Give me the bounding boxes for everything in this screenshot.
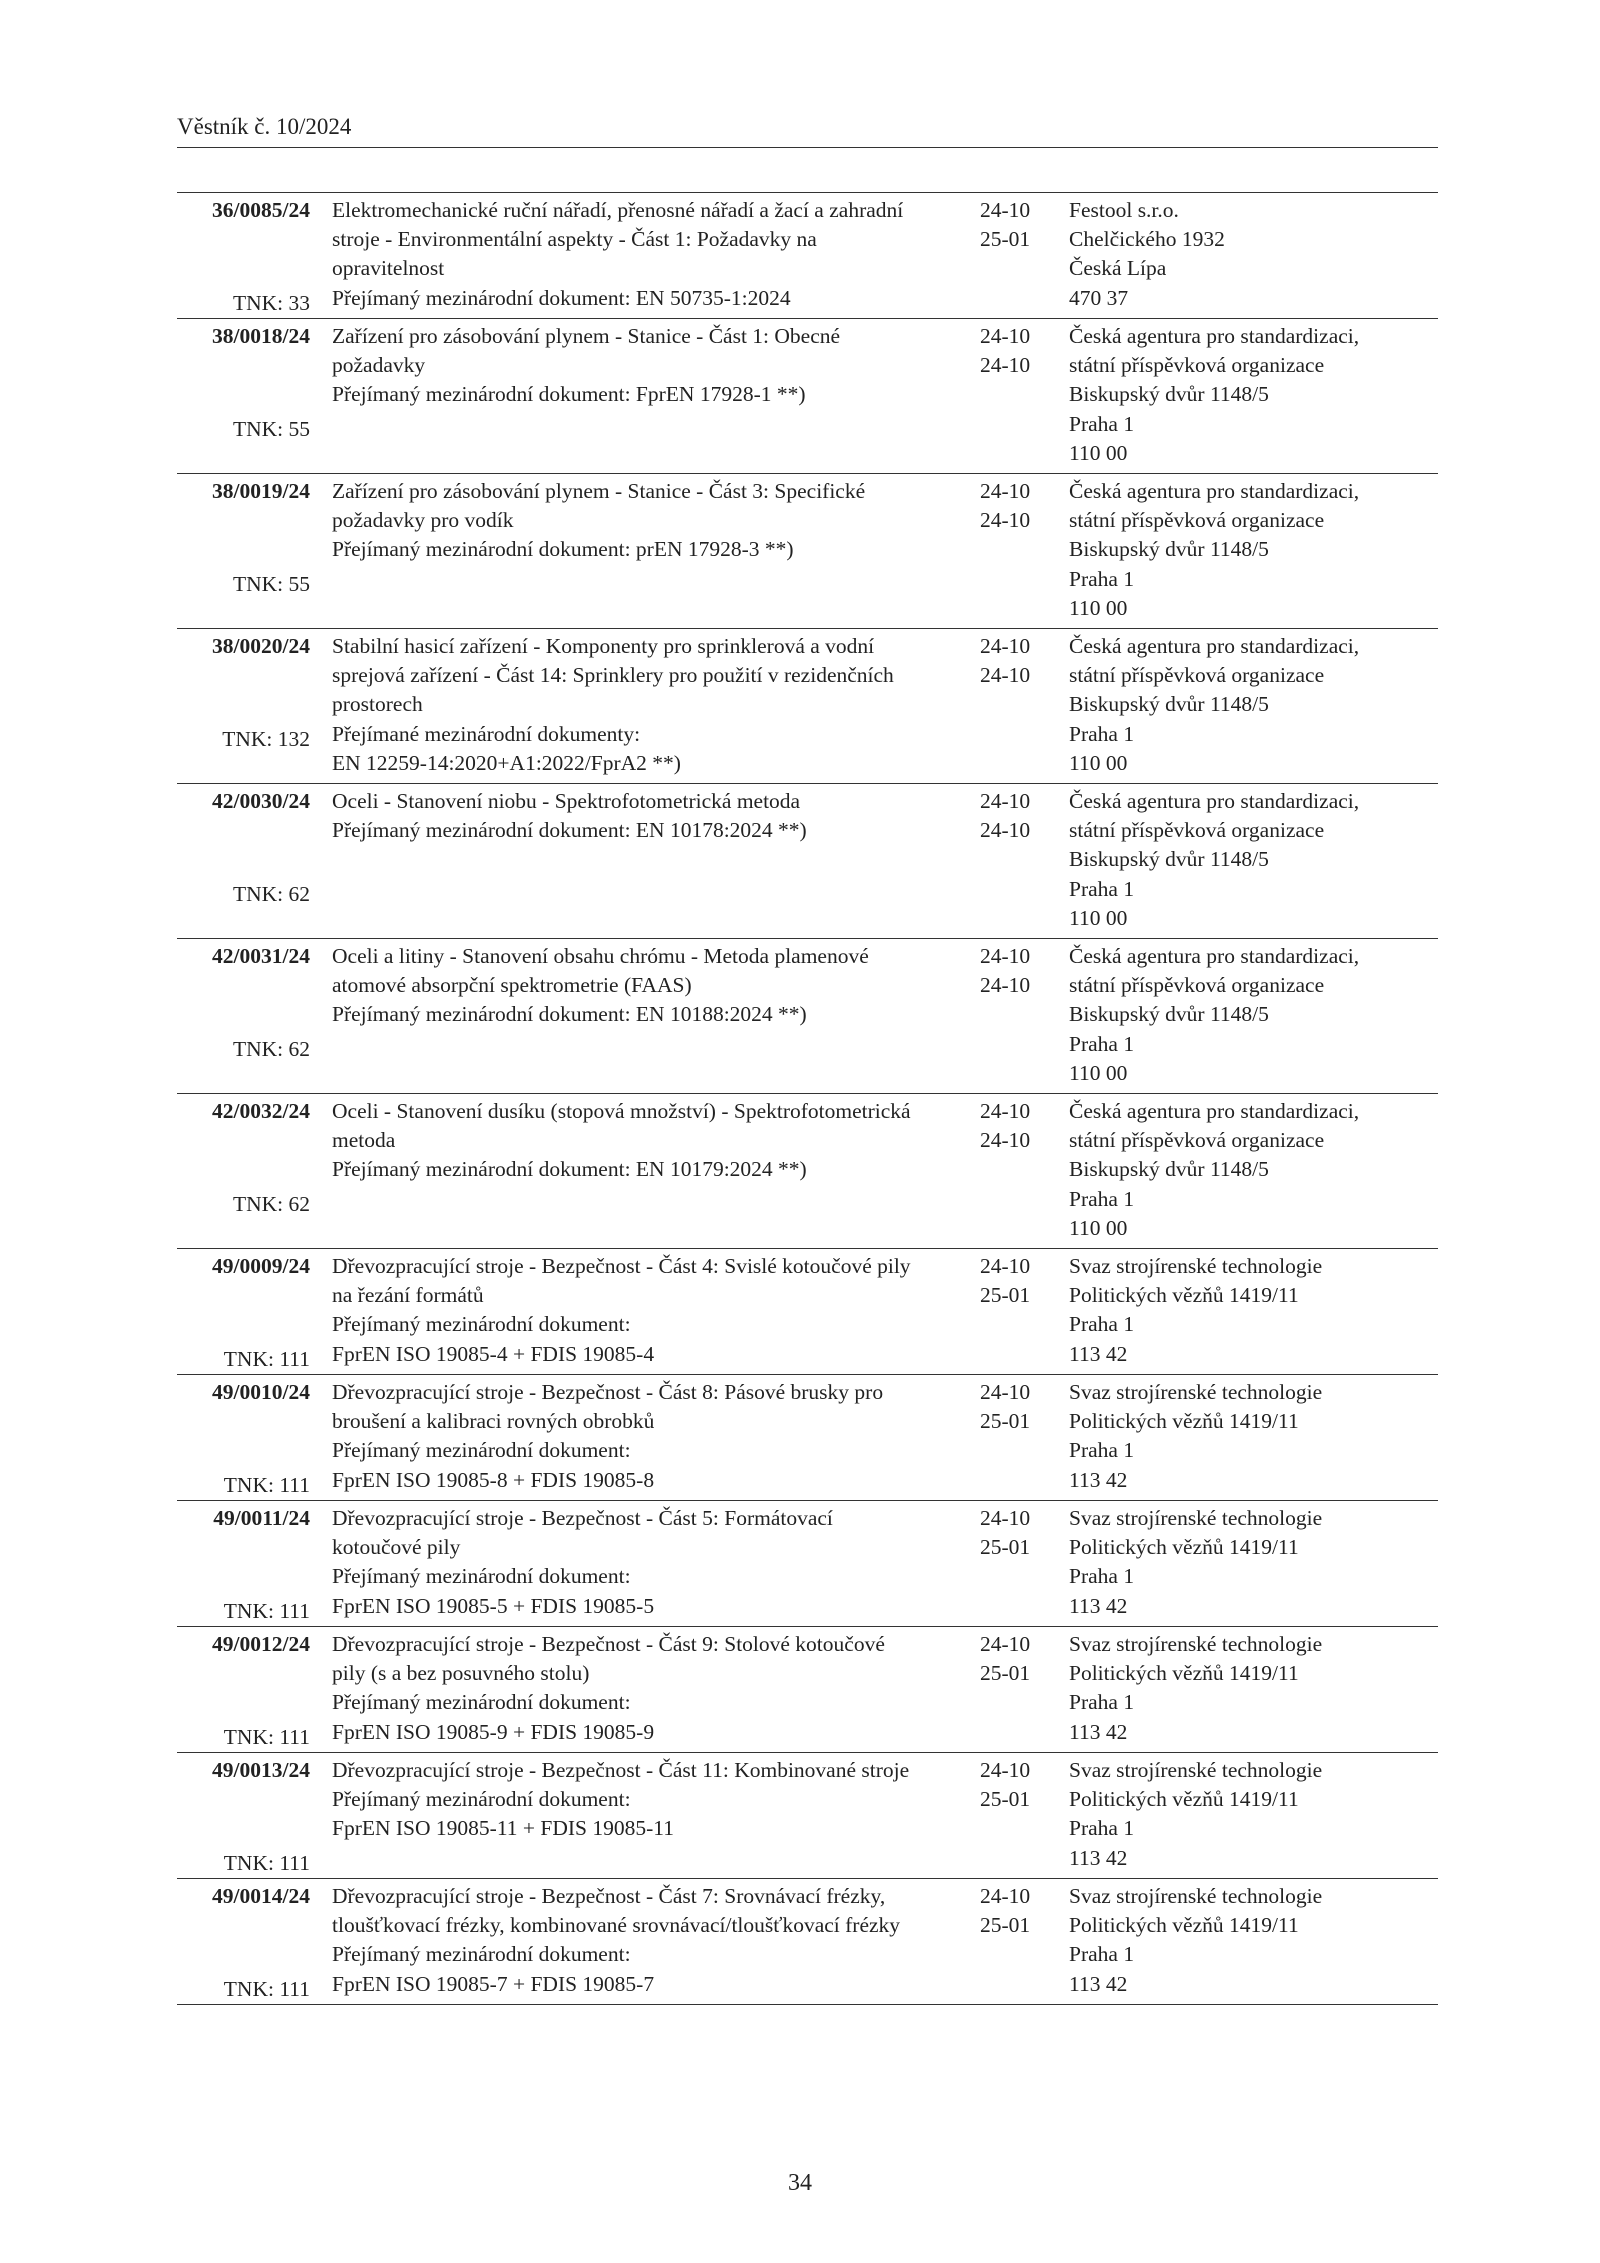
address-cell-line: 110 00 [1069, 905, 1128, 930]
dates-cell [974, 1504, 1069, 1626]
project-code: 38/0018/24 [212, 324, 310, 348]
address-cell [1069, 1504, 1438, 1626]
dates-cell-line: 24-10 [980, 1128, 1031, 1153]
address-cell-line: Praha 1 [1069, 1031, 1135, 1056]
address-cell-line: 110 00 [1069, 440, 1128, 465]
description-cell-line: Oceli - Stanovení niobu - Spektrofotometrická metoda [332, 789, 801, 813]
description-cell-line: Přejímaný mezinárodní dokument: EN 10179:2024 **) [332, 1157, 807, 1182]
table-row [177, 319, 1438, 474]
tnk-number: TNK: 62 [232, 881, 310, 906]
description-cell-line: opravitelnost [332, 256, 445, 281]
dates-cell-line: 24-10 [980, 818, 1031, 843]
tnk-number: TNK: 111 [223, 1346, 310, 1371]
description-cell [310, 632, 974, 783]
tnk-number: TNK: 55 [232, 416, 310, 441]
description-cell [310, 196, 974, 318]
address-cell-line: Svaz strojírenské technologie [1069, 1632, 1323, 1656]
tnk-number: TNK: 62 [232, 1036, 310, 1061]
dates-cell-line: 24-10 [980, 508, 1031, 533]
dates-cell-line: 24-10 [980, 789, 1031, 813]
project-code: 49/0009/24 [212, 1254, 310, 1278]
description-cell-line: Dřevozpracující stroje - Bezpečnost - Část 9: Stolové kotoučové [332, 1632, 885, 1656]
address-cell-line: Praha 1 [1069, 1690, 1135, 1715]
address-cell [1069, 196, 1438, 318]
address-cell-line: 110 00 [1069, 1060, 1128, 1085]
description-cell [310, 477, 974, 628]
row-id-cell [177, 787, 310, 938]
table-row [177, 1094, 1438, 1249]
address-cell-line: Biskupský dvůr 1148/5 [1069, 692, 1269, 717]
address-cell-line: Praha 1 [1069, 1186, 1135, 1211]
dates-cell-line: 24-10 [980, 198, 1031, 222]
description-cell-line: Přejímaný mezinárodní dokument: [332, 1312, 631, 1337]
project-code: 49/0012/24 [212, 1632, 310, 1656]
dates-cell-line: 24-10 [980, 479, 1031, 503]
table-row [177, 1501, 1438, 1627]
project-code: 42/0031/24 [212, 944, 310, 968]
description-cell-line: požadavky [332, 353, 426, 378]
description-cell [310, 942, 974, 1093]
table-row [177, 784, 1438, 939]
address-cell [1069, 477, 1438, 628]
dates-cell-line: 25-01 [980, 1787, 1031, 1812]
address-cell-line: Česká agentura pro standardizaci, [1069, 479, 1360, 503]
address-cell-line: Svaz strojírenské technologie [1069, 1380, 1323, 1404]
project-code: 42/0032/24 [212, 1099, 310, 1123]
row-id-cell [177, 1252, 310, 1374]
dates-cell-line: 24-10 [980, 973, 1031, 998]
dates-cell-line: 24-10 [980, 1758, 1031, 1782]
description-cell-line: Přejímaný mezinárodní dokument: prEN 17928-3 **) [332, 537, 794, 562]
dates-cell-line: 24-10 [980, 353, 1031, 378]
page-header-title: Věstník č. 10/2024 [177, 114, 352, 139]
address-cell [1069, 632, 1438, 783]
address-cell-line: Česká agentura pro standardizaci, [1069, 1099, 1360, 1123]
address-cell-line: 110 00 [1069, 595, 1128, 620]
dates-cell [974, 632, 1069, 783]
address-cell-line: Praha 1 [1069, 1564, 1135, 1589]
dates-cell-line: 24-10 [980, 944, 1031, 968]
dates-cell-line: 24-10 [980, 1884, 1031, 1908]
project-code: 38/0019/24 [212, 479, 310, 503]
address-cell-line: Chelčického 1932 [1069, 227, 1225, 252]
tnk-number: TNK: 62 [232, 1191, 310, 1216]
address-cell [1069, 1756, 1438, 1878]
table-row [177, 1879, 1438, 2005]
row-id-cell [177, 1378, 310, 1500]
address-cell-line: Festool s.r.o. [1069, 198, 1179, 222]
address-cell-line: státní příspěvková organizace [1069, 818, 1325, 843]
tnk-number: TNK: 111 [223, 1724, 310, 1749]
dates-cell [974, 1252, 1069, 1374]
table-row [177, 1753, 1438, 1879]
description-cell-line: Zařízení pro zásobování plynem - Stanice - Část 1: Obecné [332, 324, 841, 348]
address-cell-line: Praha 1 [1069, 1816, 1135, 1841]
address-cell-line: Politických vězňů 1419/11 [1069, 1661, 1299, 1686]
dates-cell-line: 25-01 [980, 1535, 1031, 1560]
description-cell-line: prostorech [332, 692, 423, 717]
description-cell-line: požadavky pro vodík [332, 508, 514, 533]
row-id-cell [177, 322, 310, 473]
address-cell-line: Česká agentura pro standardizaci, [1069, 944, 1360, 968]
address-cell-line: 113 42 [1069, 1845, 1128, 1870]
address-cell-line: 113 42 [1069, 1467, 1128, 1492]
dates-cell-line: 24-10 [980, 1380, 1031, 1404]
description-cell [310, 787, 974, 938]
row-id-cell [177, 1756, 310, 1878]
row-id-cell [177, 1097, 310, 1248]
address-cell [1069, 942, 1438, 1093]
table-row [177, 1249, 1438, 1375]
address-cell-line: státní příspěvková organizace [1069, 973, 1325, 998]
description-cell-line: pily (s a bez posuvného stolu) [332, 1661, 590, 1686]
description-cell-line: kotoučové pily [332, 1535, 461, 1560]
table-row [177, 474, 1438, 629]
description-cell-line: Oceli a litiny - Stanovení obsahu chrómu - Metoda plamenové [332, 944, 869, 968]
description-cell-line: FprEN ISO 19085-8 + FDIS 19085-8 [332, 1467, 655, 1492]
address-cell-line: 113 42 [1069, 1341, 1128, 1366]
dates-cell-line: 24-10 [980, 1632, 1031, 1656]
dates-cell [974, 787, 1069, 938]
address-cell [1069, 322, 1438, 473]
description-cell-line: atomové absorpční spektrometrie (FAAS) [332, 973, 692, 998]
tnk-number: TNK: 111 [223, 1850, 310, 1875]
description-cell [310, 1504, 974, 1626]
address-cell-line: Politických vězňů 1419/11 [1069, 1913, 1299, 1938]
tnk-number: TNK: 33 [232, 290, 310, 315]
tnk-number: TNK: 132 [222, 726, 310, 751]
description-cell [310, 1378, 974, 1500]
project-code: 42/0030/24 [212, 789, 310, 813]
dates-cell [974, 1630, 1069, 1752]
dates-cell-line: 24-10 [980, 1506, 1031, 1530]
address-cell-line: Politických vězňů 1419/11 [1069, 1283, 1299, 1308]
address-cell-line: státní příspěvková organizace [1069, 663, 1325, 688]
description-cell-line: FprEN ISO 19085-11 + FDIS 19085-11 [332, 1816, 674, 1841]
dates-cell-line: 24-10 [980, 1254, 1031, 1278]
description-cell-line: Přejímaný mezinárodní dokument: EN 10188:2024 **) [332, 1002, 807, 1027]
description-cell-line: na řezání formátů [332, 1283, 484, 1308]
description-cell [310, 1097, 974, 1248]
address-cell-line: Praha 1 [1069, 1942, 1135, 1967]
address-cell-line: Česká agentura pro standardizaci, [1069, 324, 1360, 348]
address-cell-line: 110 00 [1069, 1215, 1128, 1240]
description-cell-line: FprEN ISO 19085-5 + FDIS 19085-5 [332, 1593, 655, 1618]
description-cell-line: sprejová zařízení - Část 14: Sprinklery pro použití v rezidenčních [332, 663, 894, 688]
dates-cell-line: 25-01 [980, 1283, 1031, 1308]
address-cell-line: Praha 1 [1069, 876, 1135, 901]
dates-cell [974, 322, 1069, 473]
address-cell-line: Biskupský dvůr 1148/5 [1069, 1157, 1269, 1182]
description-cell-line: Přejímaný mezinárodní dokument: FprEN 17928-1 **) [332, 382, 806, 407]
description-cell-line: Přejímaný mezinárodní dokument: EN 10178:2024 **) [332, 818, 807, 843]
address-cell [1069, 787, 1438, 938]
table-row [177, 629, 1438, 784]
tnk-number: TNK: 55 [232, 571, 310, 596]
address-cell [1069, 1630, 1438, 1752]
description-cell-line: Dřevozpracující stroje - Bezpečnost - Část 7: Srovnávací frézky, [332, 1884, 886, 1908]
address-cell-line: Svaz strojírenské technologie [1069, 1506, 1323, 1530]
standards-table [177, 193, 1438, 2005]
address-cell-line: Česká agentura pro standardizaci, [1069, 789, 1360, 813]
table-row [177, 1627, 1438, 1753]
dates-cell-line: 25-01 [980, 1661, 1031, 1686]
dates-cell [974, 196, 1069, 318]
address-cell-line: Praha 1 [1069, 721, 1135, 746]
description-cell-line: metoda [332, 1128, 396, 1153]
description-cell [310, 1630, 974, 1752]
address-cell-line: Praha 1 [1069, 566, 1135, 591]
description-cell [310, 322, 974, 473]
address-cell-line: 113 42 [1069, 1971, 1128, 1996]
dates-cell-line: 24-10 [980, 663, 1031, 688]
address-cell-line: 113 42 [1069, 1593, 1128, 1618]
address-cell-line: Biskupský dvůr 1148/5 [1069, 1002, 1269, 1027]
description-cell-line: Přejímaný mezinárodní dokument: [332, 1438, 631, 1463]
dates-cell-line: 24-10 [980, 1099, 1031, 1123]
row-id-cell [177, 477, 310, 628]
description-cell-line: Dřevozpracující stroje - Bezpečnost - Část 8: Pásové brusky pro [332, 1380, 884, 1404]
tnk-number: TNK: 111 [223, 1472, 310, 1497]
dates-cell-line: 24-10 [980, 634, 1031, 658]
row-id-cell [177, 942, 310, 1093]
dates-cell [974, 1378, 1069, 1500]
address-cell-line: 113 42 [1069, 1719, 1128, 1744]
tnk-number: TNK: 111 [223, 1976, 310, 2001]
description-cell [310, 1252, 974, 1374]
table-row [177, 1375, 1438, 1501]
address-cell-line: státní příspěvková organizace [1069, 1128, 1325, 1153]
address-cell [1069, 1252, 1438, 1374]
description-cell-line: Zařízení pro zásobování plynem - Stanice - Část 3: Specifické [332, 479, 866, 503]
description-cell-line: Přejímaný mezinárodní dokument: EN 50735-1:2024 [332, 285, 791, 310]
address-cell-line: Svaz strojírenské technologie [1069, 1254, 1323, 1278]
address-cell-line: Politických vězňů 1419/11 [1069, 1409, 1299, 1434]
address-cell-line: 110 00 [1069, 750, 1128, 775]
address-cell-line: 470 37 [1069, 285, 1129, 310]
address-cell [1069, 1378, 1438, 1500]
dates-cell [974, 477, 1069, 628]
description-cell-line: Elektromechanické ruční nářadí, přenosné nářadí a žací a zahradní [332, 198, 904, 222]
address-cell-line: Politických vězňů 1419/11 [1069, 1787, 1299, 1812]
dates-cell-line: 25-01 [980, 227, 1031, 252]
project-code: 49/0013/24 [212, 1758, 310, 1782]
address-cell-line: Praha 1 [1069, 1438, 1135, 1463]
dates-cell-line: 25-01 [980, 1409, 1031, 1434]
row-id-cell [177, 1630, 310, 1752]
dates-cell [974, 1097, 1069, 1248]
row-id-cell [177, 1882, 310, 2004]
project-code: 36/0085/24 [212, 198, 310, 222]
address-cell-line: Praha 1 [1069, 1312, 1135, 1337]
description-cell [310, 1882, 974, 2004]
description-cell-line: Přejímaný mezinárodní dokument: [332, 1787, 631, 1812]
description-cell-line: FprEN ISO 19085-9 + FDIS 19085-9 [332, 1719, 655, 1744]
address-cell-line: Biskupský dvůr 1148/5 [1069, 847, 1269, 872]
description-cell [310, 1756, 974, 1878]
dates-cell [974, 1756, 1069, 1878]
description-cell-line: Přejímaný mezinárodní dokument: [332, 1942, 631, 1967]
address-cell-line: Svaz strojírenské technologie [1069, 1884, 1323, 1908]
dates-cell-line: 25-01 [980, 1913, 1031, 1938]
project-code: 49/0011/24 [213, 1506, 310, 1530]
address-cell-line: Praha 1 [1069, 411, 1135, 436]
description-cell-line: EN 12259-14:2020+A1:2022/FprA2 **) [332, 750, 681, 775]
row-id-cell [177, 632, 310, 783]
dates-cell [974, 942, 1069, 1093]
project-code: 38/0020/24 [212, 634, 310, 658]
address-cell-line: Biskupský dvůr 1148/5 [1069, 382, 1269, 407]
description-cell-line: stroje - Environmentální aspekty - Část 1: Požadavky na [332, 227, 817, 252]
description-cell-line: Dřevozpracující stroje - Bezpečnost - Část 11: Kombinované stroje [332, 1758, 910, 1782]
description-cell-line: FprEN ISO 19085-7 + FDIS 19085-7 [332, 1971, 655, 1996]
description-cell-line: tloušťkovací frézky, kombinované srovnávací/tloušťkovací frézky [332, 1913, 901, 1938]
table-row [177, 939, 1438, 1094]
project-code: 49/0010/24 [212, 1380, 310, 1404]
page-number: 34 [788, 2170, 812, 2196]
row-id-cell [177, 196, 310, 318]
description-cell-line: Přejímaný mezinárodní dokument: [332, 1564, 631, 1589]
description-cell-line: Dřevozpracující stroje - Bezpečnost - Část 5: Formátovací [332, 1506, 833, 1530]
description-cell-line: FprEN ISO 19085-4 + FDIS 19085-4 [332, 1341, 655, 1366]
address-cell-line: státní příspěvková organizace [1069, 353, 1325, 378]
address-cell-line: Česká Lípa [1069, 256, 1167, 281]
address-cell-line: Česká agentura pro standardizaci, [1069, 634, 1360, 658]
description-cell-line: Oceli - Stanovení dusíku (stopová množství) - Spektrofotometrická [332, 1099, 911, 1123]
address-cell [1069, 1882, 1438, 2004]
description-cell-line: Přejímaný mezinárodní dokument: [332, 1690, 631, 1715]
description-cell-line: Přejímané mezinárodní dokumenty: [332, 721, 641, 746]
address-cell-line: Svaz strojírenské technologie [1069, 1758, 1323, 1782]
project-code: 49/0014/24 [212, 1884, 310, 1908]
row-id-cell [177, 1504, 310, 1626]
tnk-number: TNK: 111 [223, 1598, 310, 1623]
address-cell-line: Biskupský dvůr 1148/5 [1069, 537, 1269, 562]
description-cell-line: Stabilní hasicí zařízení - Komponenty pro sprinklerová a vodní [332, 634, 875, 658]
dates-cell-line: 24-10 [980, 324, 1031, 348]
table-row [177, 193, 1438, 319]
description-cell-line: Dřevozpracující stroje - Bezpečnost - Část 4: Svislé kotoučové pily [332, 1254, 911, 1278]
address-cell-line: Politických vězňů 1419/11 [1069, 1535, 1299, 1560]
address-cell [1069, 1097, 1438, 1248]
address-cell-line: státní příspěvková organizace [1069, 508, 1325, 533]
header-divider [177, 147, 1438, 148]
description-cell-line: broušení a kalibraci rovných obrobků [332, 1409, 655, 1434]
dates-cell [974, 1882, 1069, 2004]
